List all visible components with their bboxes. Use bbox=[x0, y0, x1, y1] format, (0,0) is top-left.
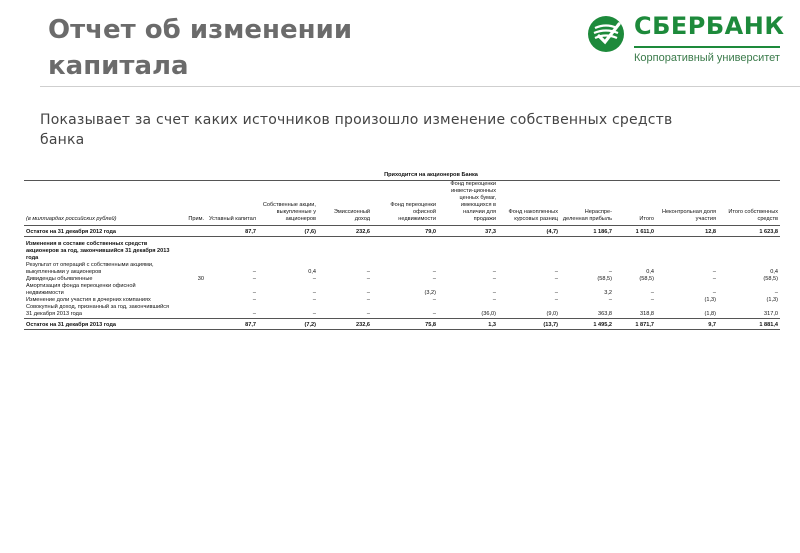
cell: (13,7) bbox=[498, 319, 560, 330]
cell: – bbox=[712, 290, 717, 296]
logo-tagline: Корпоративный университет bbox=[634, 52, 780, 64]
cell: (7,6) bbox=[258, 226, 318, 237]
logo-divider bbox=[634, 46, 780, 48]
cell: – bbox=[492, 297, 496, 303]
row-note bbox=[176, 262, 206, 276]
cell: (1,3) bbox=[704, 297, 717, 303]
cell: – bbox=[252, 269, 256, 275]
cell: (1,3) bbox=[766, 297, 779, 303]
cell: 232,6 bbox=[318, 226, 372, 237]
col-share-premium: Эмиссионный доход bbox=[318, 181, 372, 226]
row-note: 30 bbox=[197, 276, 204, 282]
slide-title-line-2: капитала bbox=[48, 51, 189, 81]
col-total-equity: Итого собственных средств bbox=[718, 181, 780, 226]
cell: 232,6 bbox=[318, 319, 372, 330]
cell: – bbox=[252, 290, 256, 296]
row-label: Результат от операций с собственными акциями, выкупленными у акционеров bbox=[26, 262, 154, 275]
section-title-row bbox=[24, 237, 780, 263]
slide-subtitle: Показывает за счет каких источников произошло изменение собственных средств банка bbox=[40, 112, 673, 148]
cell: (9,0) bbox=[546, 311, 558, 317]
cell: 1,3 bbox=[438, 319, 498, 330]
cell: 12,8 bbox=[656, 226, 718, 237]
cell: – bbox=[492, 276, 496, 282]
table-row bbox=[24, 276, 780, 283]
cell: – bbox=[712, 276, 717, 282]
cell: 0,4 bbox=[770, 269, 779, 275]
table-row bbox=[24, 297, 780, 304]
cell: – bbox=[432, 269, 436, 275]
group-header: Приходится на акционеров Банка bbox=[206, 172, 656, 181]
cell: – bbox=[554, 297, 558, 303]
cell: 3,2 bbox=[604, 290, 612, 296]
col-minority-interest: Неконтрольная доля участия bbox=[656, 181, 718, 226]
cell: – bbox=[492, 290, 496, 296]
cell: – bbox=[650, 297, 655, 303]
cell: – bbox=[252, 297, 256, 303]
cell: – bbox=[432, 276, 436, 282]
cell: – bbox=[608, 269, 612, 275]
equity-statement bbox=[24, 172, 780, 330]
cell: – bbox=[312, 311, 316, 317]
cell: 318,8 bbox=[640, 311, 655, 317]
cell: – bbox=[312, 276, 316, 282]
col-securities-revaluation: Фонд переоценки инвести-ционных ценных бумаг, имеющихся в наличии для продажи bbox=[438, 181, 498, 226]
cell: 0,4 bbox=[308, 269, 316, 275]
cell: 1 623,8 bbox=[718, 226, 780, 237]
cell: – bbox=[366, 276, 370, 282]
group-header-row bbox=[24, 172, 780, 181]
table-row bbox=[24, 304, 780, 319]
table-row bbox=[24, 283, 780, 297]
header-divider bbox=[40, 86, 800, 87]
cell: 317,0 bbox=[764, 311, 779, 317]
col-fx-reserve: Фонд накопленных курсовых разниц bbox=[498, 181, 560, 226]
closing-balance-row bbox=[24, 319, 780, 330]
col-retained-earnings: Нераспре-деленная прибыль bbox=[560, 181, 614, 226]
cell: (58,5) bbox=[639, 276, 655, 282]
cell: (4,7) bbox=[498, 226, 560, 237]
table-row bbox=[24, 262, 780, 276]
cell: 1 611,0 bbox=[614, 226, 656, 237]
cell: – bbox=[252, 276, 256, 282]
slide-title-line-1: Отчет об изменении bbox=[48, 15, 353, 45]
cell: – bbox=[312, 297, 316, 303]
cell: – bbox=[554, 290, 558, 296]
cell: – bbox=[608, 297, 612, 303]
cell: – bbox=[554, 276, 558, 282]
logo-name: СБЕРБАНК bbox=[634, 12, 785, 40]
col-note: Прим. bbox=[176, 181, 206, 226]
col-premises-revaluation: Фонд переоценки офисной недвижимости bbox=[372, 181, 438, 226]
row-label: Совокупный доход, признанный за год, закончившийся 31 декабря 2013 года bbox=[26, 304, 170, 317]
cell: (3,2) bbox=[424, 290, 436, 296]
row-label: Дивиденды объявленные bbox=[26, 276, 93, 282]
cell: 363,8 bbox=[598, 311, 612, 317]
cell: – bbox=[712, 269, 717, 275]
section-title: Изменения в составе собственных средств акционеров за год, закончившийся 31 декабря 2013 года bbox=[26, 241, 170, 261]
cell: (58,5) bbox=[763, 276, 779, 282]
cell: – bbox=[312, 290, 316, 296]
cell: 1 871,7 bbox=[614, 319, 656, 330]
sberbank-emblem-icon bbox=[586, 14, 626, 54]
row-label: Изменение доли участия в дочерних компаниях bbox=[26, 297, 151, 303]
units-label: (в миллиардах российских рублей) bbox=[24, 181, 176, 226]
cell: – bbox=[366, 297, 370, 303]
row-label: Амортизация фонда переоценки офисной недвижимости bbox=[26, 283, 136, 296]
cell: – bbox=[252, 311, 256, 317]
cell: 37,3 bbox=[438, 226, 498, 237]
col-share-capital: Уставный капитал bbox=[206, 181, 258, 226]
cell: – bbox=[554, 269, 558, 275]
cell: 1 186,7 bbox=[560, 226, 614, 237]
cell: 0,4 bbox=[646, 269, 655, 275]
cell: – bbox=[366, 290, 370, 296]
cell: 1 881,4 bbox=[718, 319, 780, 330]
cell: – bbox=[492, 269, 496, 275]
cell: 79,0 bbox=[372, 226, 438, 237]
equity-table bbox=[24, 172, 780, 330]
slide-title bbox=[48, 12, 568, 84]
cell: 9,7 bbox=[656, 319, 718, 330]
opening-balance-row bbox=[24, 226, 780, 237]
col-subtotal: Итого bbox=[614, 181, 656, 226]
row-note bbox=[176, 297, 206, 304]
cell: – bbox=[366, 311, 370, 317]
col-treasury-shares: Собственные акции, выкупленные у акционеров bbox=[258, 181, 318, 226]
cell: (36,0) bbox=[481, 311, 496, 317]
row-note bbox=[176, 283, 206, 297]
cell: (1,8) bbox=[704, 311, 717, 317]
cell: 87,7 bbox=[206, 319, 258, 330]
cell: 87,7 bbox=[206, 226, 258, 237]
cell: – bbox=[650, 290, 655, 296]
cell: (7,2) bbox=[258, 319, 318, 330]
closing-balance-label: Остаток на 31 декабря 2013 года bbox=[24, 319, 176, 330]
column-header-row bbox=[24, 181, 780, 226]
cell: 1 495,2 bbox=[560, 319, 614, 330]
cell: – bbox=[432, 311, 436, 317]
row-note bbox=[176, 304, 206, 319]
opening-balance-label: Остаток на 31 декабря 2012 года bbox=[24, 226, 176, 237]
cell: (58,5) bbox=[597, 276, 612, 282]
cell: – bbox=[432, 297, 436, 303]
cell: – bbox=[366, 269, 370, 275]
cell: 75,8 bbox=[372, 319, 438, 330]
sberbank-logo bbox=[586, 12, 786, 68]
cell: – bbox=[774, 290, 779, 296]
